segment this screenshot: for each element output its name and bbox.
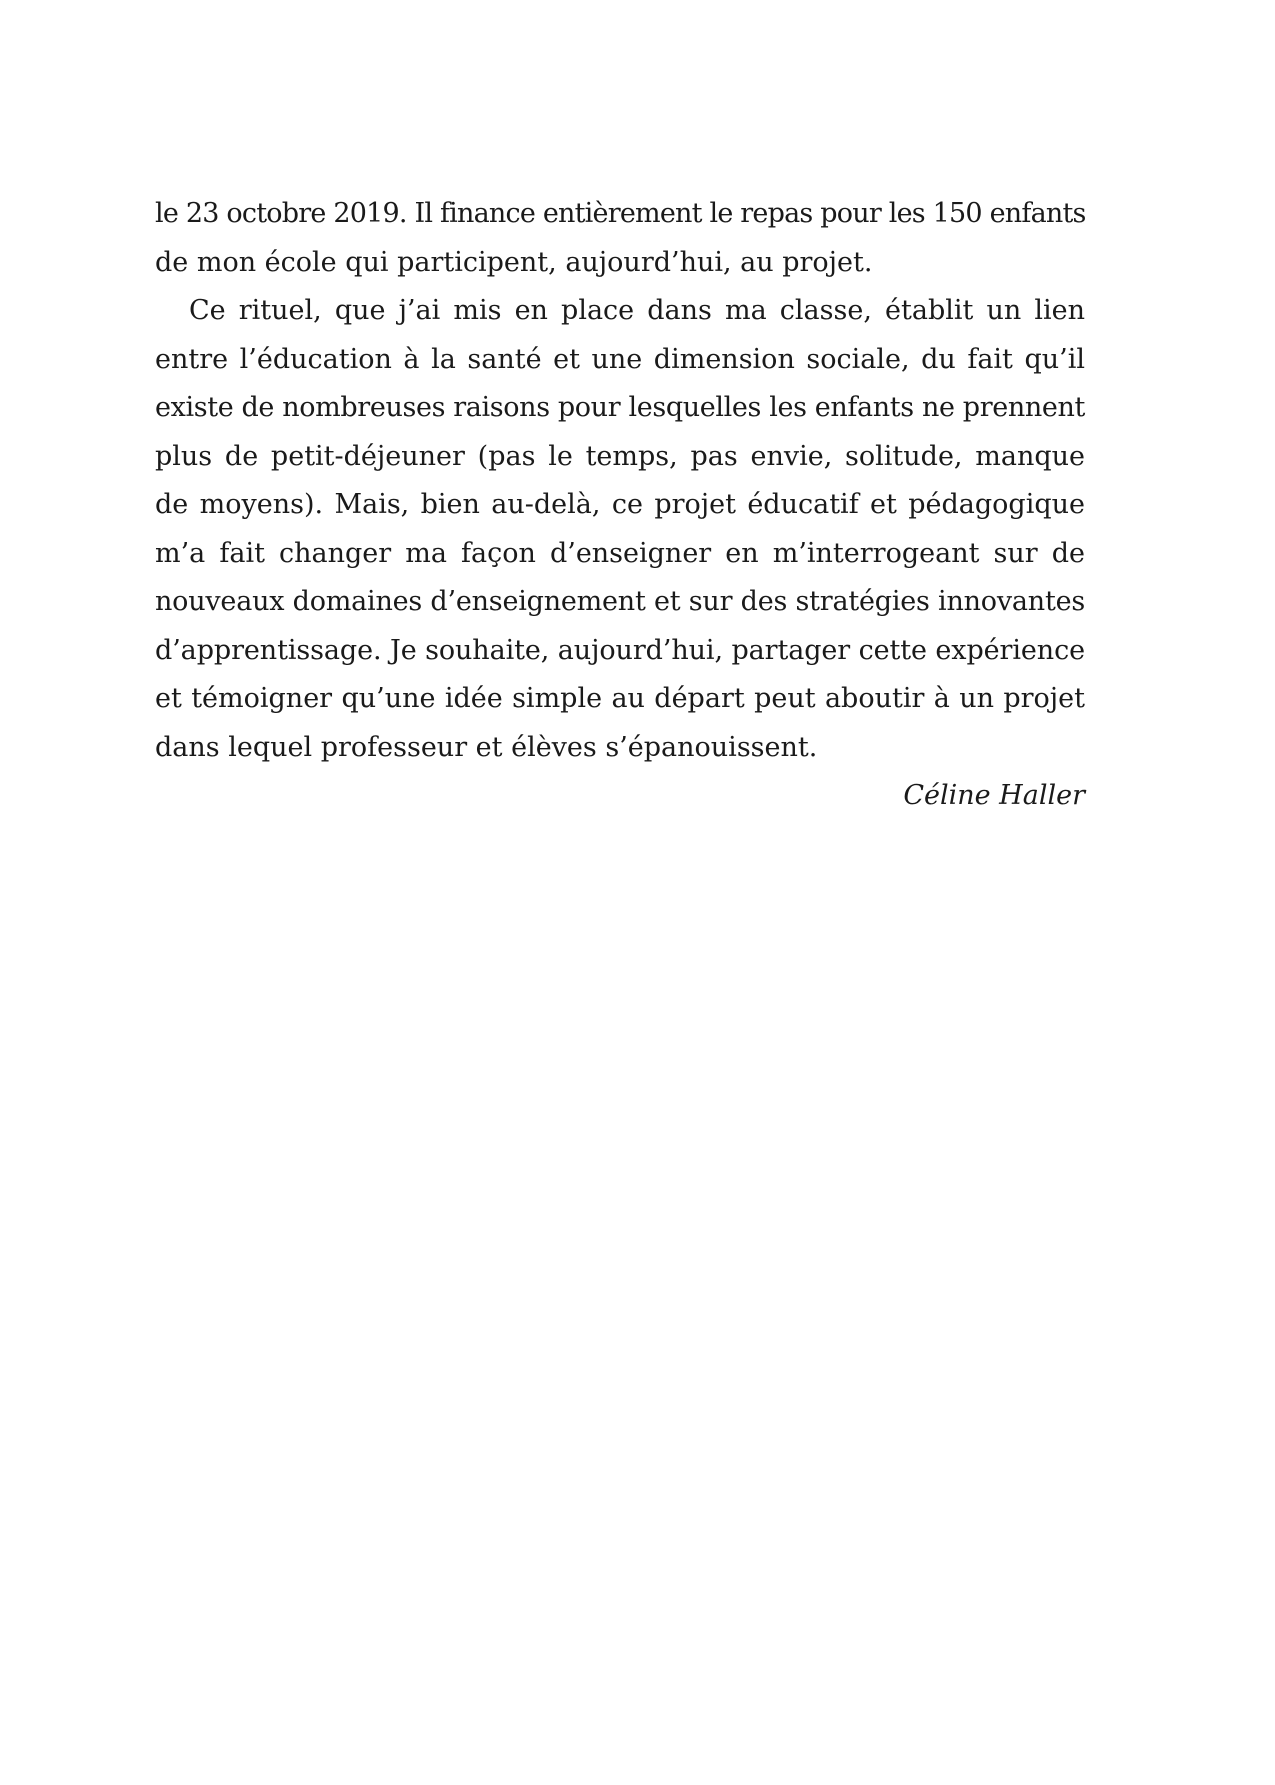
paragraph-1 [155,190,1085,287]
text-line: de mon école qui participent, aujourd’hui, au projet. [155,246,873,278]
paragraph-2 [155,287,1085,772]
text-line: et témoigner qu’une idée simple au départ peut aboutir à un projet [155,683,1085,714]
text-line: plus de petit-déjeuner (pas le temps, pas envie, solitude, manque [155,440,1085,472]
text-line: de moyens). Mais, bien au-delà, ce projet éducatif et pédagogique [155,489,1085,520]
text-line: nouveaux domaines d’enseignement et sur des stratégies innovantes [155,586,1085,617]
text-line: existe de nombreuses raisons pour lesquelles les enfants ne prennent [155,392,1085,423]
text-line: Ce rituel, que j’ai mis en place dans ma classe, établit un lien [189,295,1085,326]
text-line: entre l’éducation à la santé et une dimension sociale, du fait qu’il [155,343,1085,375]
author-signature: Céline Haller [903,780,1085,811]
text-line: d’apprentissage. Je souhaite, aujourd’hui, partager cette expérience [155,634,1085,666]
text-line: le 23 octobre 2019. Il finance entièrement le repas pour les 150 enfants [155,198,1086,229]
body-text [155,190,1085,821]
text-line: dans lequel professeur et élèves s’épanouissent. [155,731,818,763]
text-line: m’a fait changer ma façon d’enseigner en m’interrogeant sur de [155,537,1085,569]
